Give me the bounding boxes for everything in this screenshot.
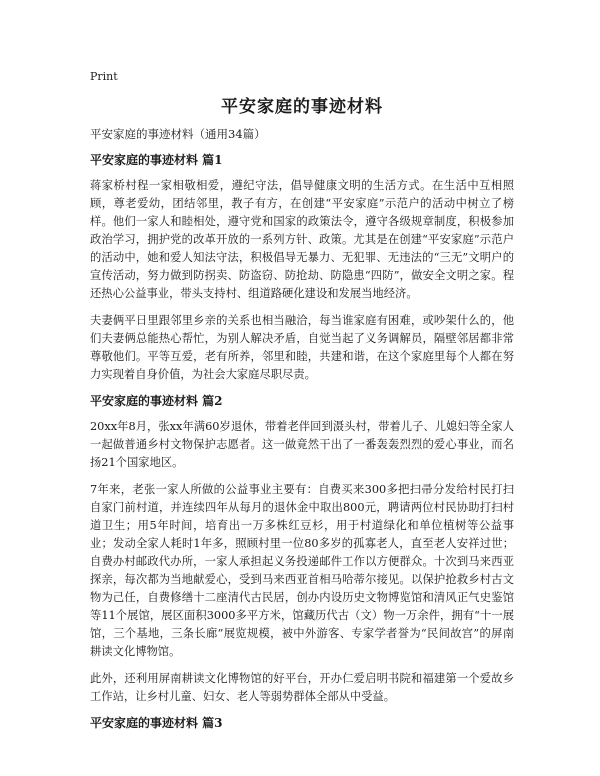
document-page — [90, 70, 514, 740]
section-3 — [90, 715, 514, 731]
section-heading: 平安家庭的事迹材料 篇2 — [90, 394, 223, 408]
section-heading: 平安家庭的事迹材料 篇3 — [90, 716, 223, 730]
section-heading: 平安家庭的事迹材料 篇1 — [90, 153, 223, 167]
section-1 — [90, 152, 514, 384]
print-label[interactable]: Print — [90, 70, 118, 83]
paragraph: 夫妻俩平日里跟邻里乡亲的关系也相当融洽，每当谁家庭有困难，或吵架什么的，他们夫妻俩总能热心帮忙，为别人解决矛盾，自觉当起了义务调解员，隔壁邻居都非常尊敬他们。平等互爱，老有所养，邻里和睦，共建和谐，在这个家庭里每个人都在努力实现着自身价值，为社会大家庭尽职尽责。 — [90, 314, 514, 381]
document-subtitle: 平安家庭的事迹材料（通用34篇） — [90, 127, 266, 141]
paragraph: 20xx年8月，张xx年满60岁退休，带着老伴回到滠头村，带着儿子、儿媳妇等全家人一起做普通乡村文物保护志愿者。这一做竟然干出了一番轰轰烈烈的爱心事业，而名扬21个国家地区。 — [90, 420, 514, 469]
section-2 — [90, 393, 514, 706]
paragraph: 蒋家桥村程一家相敬相爱，遵纪守法，倡导健康文明的生活方式。在生活中互相照顾，尊老爱幼，团结邻里，教子有方，在创建“平安家庭”示范户的活动中树立了榜样。他们一家人和睦相处，遵守党和国家的政策法令，遵守各级规章制度，积极参加政治学习，拥护党的改革开放的一系列方针、政策。尤其是在创建“平安家庭”示范户的活动中，她和爱人知法守法，积极倡导无暴力、无犯罪、无违法的“三无”文明户的宣传活动，努力做到防拐卖、防盗窃、防抢劫、防隐患“四防”，做安全文明之家。程还热心公益事业，带头支持村、组道路硬化建设和发展当地经济。 — [90, 179, 514, 300]
document-title: 平安家庭的事迹材料 — [221, 97, 383, 117]
paragraph: 7年来，老张一家人所做的公益事业主要有：自费买来300多把扫帚分发给村民打扫自家门前村道，并连续四年从每月的退休金中取出800元，聘请两位村民协助打扫村道卫生；用5年时间，培育出一万多株红豆杉，用于村道绿化和单位植树等公益事业；发动全家人耗时1年多，照顾村里一位80多岁的孤寡老人，直至老人安祥过世；自费办村邮政代办所，一家人承担起义务投递邮件工作以方便群众。十次到马来西亚探亲，每次都为当地献爱心，受到马来西亚首相马哈蒂尔接见。以保护抢救乡村古文物为己任，自费修缮十二座清代古民居，创办内设历史文物博览馆和清风正气史鉴馆等11个展馆，展区面积3000多平方米，馆藏历代古（文）物一万余件，拥有“十一展馆，三个基地，三条长廊”展览规模，被中外游客、专家学者誉为“民间故宫”的屏南耕读文化博物馆。 — [90, 483, 514, 658]
paragraph: 此外，还利用屏南耕读文化博物馆的好平台，开办仁爱启明书院和福建第一个爱故乡工作站，让乡村儿童、妇女、老人等弱势群体全部从中受益。 — [90, 672, 514, 703]
